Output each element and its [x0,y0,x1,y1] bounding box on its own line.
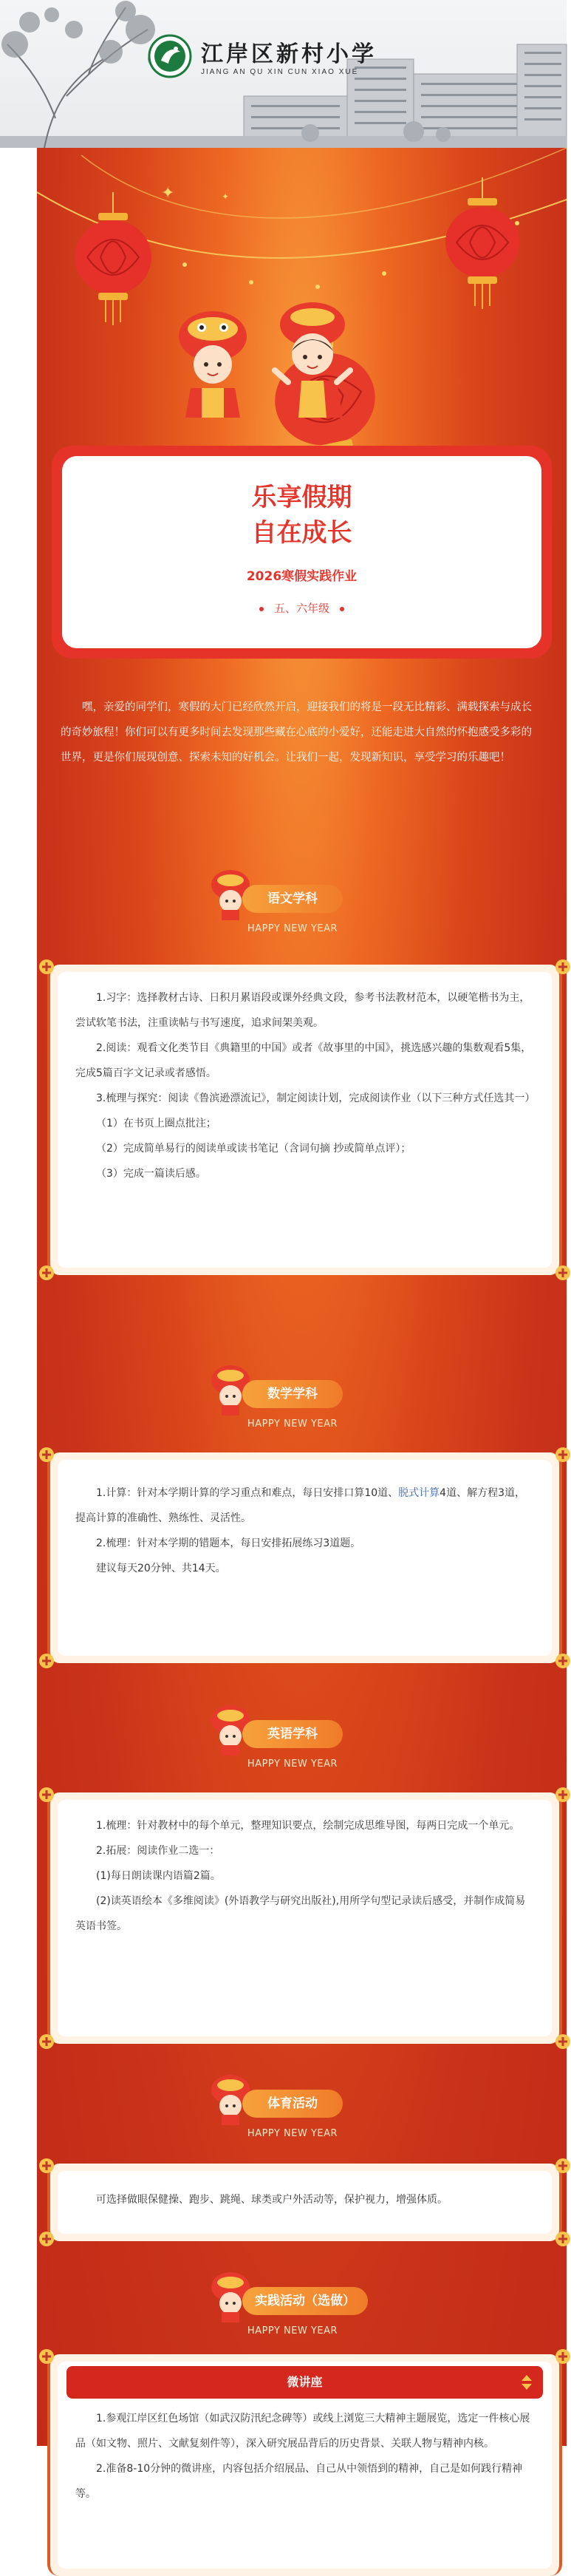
collapse-arrows-icon [521,2375,533,2390]
micro-lecture-title: 微讲座 [287,2375,323,2389]
plus-badge-icon [38,959,55,975]
hero-subtitle: 2026寒假实践作业 [246,569,358,584]
section-title-pill: 英语学科 [242,1720,343,1748]
happy-new-year-label: HAPPY NEW YEAR [247,2325,338,2337]
school-name-english: JIANG AN QU XIN CUN XIAO XUE [201,68,359,76]
section-title-pill: 体育活动 [242,2090,343,2118]
happy-new-year-label: HAPPY NEW YEAR [247,923,338,934]
plus-badge-icon [555,2033,571,2050]
math-content-card [47,1452,562,1663]
main-content [37,148,567,2500]
plus-badge-icon [555,1265,571,1281]
math-term-link[interactable]: 脱式计算 [398,1487,440,1499]
pe-item-1: 可选择做眼保健操、跑步、跳绳、球类或户外活动等，保护视力，增强体质。 [96,2194,448,2206]
card-inner [58,972,552,1268]
svg-text:✦: ✦ [222,191,230,202]
happy-new-year-label: HAPPY NEW YEAR [247,2128,338,2139]
happy-new-year-label: HAPPY NEW YEAR [247,1418,338,1430]
plus-badge-icon [555,1653,571,1669]
plus-badge-icon [38,1787,55,1803]
section-header-math [191,1364,412,1445]
english-option-1: (1)每日朗读课内语篇2篇。 [96,1870,221,1882]
pe-content-card [47,2164,562,2241]
intro-paragraph: 嘿，亲爱的同学们，寒假的大门已经欣然开启，迎接我们的将是一段无比精彩、满载探索与成长的奇妙旅程！你们可以有更多时间去发现那些藏在心底的小爱好，还能走进大自然的怀抱感受多彩的世界，更是你们展现创意、探索未知的好机会。让我们一起，发现新知识，享受学习的乐趣吧！ [61,701,532,764]
red-lantern-icon [442,177,523,310]
practice-item-1: 1.参观江岸区红色场馆（如武汉防汛纪念碑等）或线上浏览三大精神主题展览，选定一件核心展品（如文物、照片、文献复刻件等），深入研究展品背后的历史背景、关联人物与精神内核。 [75,2413,530,2450]
svg-text:✦: ✦ [161,184,175,203]
english-option-2: (2)读英语绘本《多维阅读》(外语教学与研究出版社),用所学句型记录读后感受，并制作成简易英语书签。 [75,1895,526,1932]
practice-item-2: 2.准备8-10分钟的微讲座，内容包括介绍展品、自己从中领悟到的精神，自己是如何践行精神等。 [75,2463,523,2500]
hero-title-line2: 自在成长 [251,519,352,547]
plus-badge-icon [38,2348,55,2365]
chinese-content-card [47,965,562,1275]
plus-badge-icon [555,2231,571,2247]
card-inner [58,1460,552,1656]
hero-grade [62,600,541,616]
chinese-item-2: 2.阅读：观看文化类节目《典籍里的中国》或者《故事里的中国》，挑选感兴趣的集数观看5集，完成5篇百字文记录或者感悟。 [75,1042,532,1079]
card-inner [58,2171,552,2234]
math-item-1-text-cont: 4道、解方程3道，提高计算的准确性、熟练性、灵活性。 [75,1487,525,1524]
section-header-pe [191,2073,412,2155]
micro-lecture-bar [66,2366,543,2399]
red-lantern-icon [72,192,154,325]
school-name: 江岸区新村小学 [201,41,377,67]
happy-new-year-label: HAPPY NEW YEAR [247,1758,338,1770]
school-header [0,0,567,148]
plus-badge-icon [555,1787,571,1803]
practice-content-card [47,2354,562,2576]
hero-card-inner [62,456,541,648]
hero-title-card [52,446,552,659]
chinese-option-2: （2）完成简单易行的阅读单或读书笔记（含词句摘 抄或简单点评）； [96,1143,411,1155]
english-item-2: 2.拓展：阅读作业二选一： [96,1845,220,1857]
dot-icon [259,607,264,611]
lion-dance-kid-illustration [172,307,253,425]
section-header-english [191,1704,412,1785]
plus-badge-icon [555,1447,571,1463]
chinese-option-1: （1）在书页上圈点批注； [96,1118,216,1129]
plus-badge-icon [38,2158,55,2174]
plus-badge-icon [38,1447,55,1463]
plus-badge-icon [38,1653,55,1669]
plus-badge-icon [38,2033,55,2050]
math-item-3: 建议每天20分钟、共14天。 [96,1563,226,1574]
math-item-1-text: 1.计算：针对本学期计算的学习重点和难点，每日安排口算10道、 [96,1487,399,1499]
school-logo [148,34,192,78]
plus-badge-icon [38,1265,55,1281]
section-header-practice [191,2271,412,2352]
english-content-card [47,1792,562,2044]
section-title-pill: 数学学科 [242,1380,343,1408]
girl-kid-illustration [272,299,353,425]
chinese-item-1: 1.习字：选择教材古诗、日积月累语段或课外经典文段，参考书法教材范本，以硬笔楷书为主，尝试软笔书法，注重读帖与书写速度，追求间架美观。 [75,992,530,1029]
card-inner [58,2362,552,2569]
section-title-pill: 实践活动（选做） [242,2287,368,2315]
plus-badge-icon [38,2231,55,2247]
english-item-1: 1.梳理：针对教材中的每个单元，整理知识要点，绘制完成思维导图，每两日完成一个单元。 [96,1820,520,1832]
plus-badge-icon [555,2348,571,2365]
card-inner [58,1800,552,2036]
math-item-1 [75,1481,534,1531]
plus-badge-icon [555,2158,571,2174]
chinese-option-3: （3）完成一篇读后感。 [96,1168,206,1180]
dot-icon [340,607,344,611]
plus-badge-icon [555,959,571,975]
chinese-item-3: 3.梳理与探究：阅读《鲁滨逊漂流记》，制定阅读计划，完成阅读作业（以下三种方式任选其一） [96,1092,536,1104]
hero-title-line1: 乐享假期 [251,483,352,512]
section-title-pill: 语文学科 [242,885,343,913]
grade-label: 五、六年级 [273,602,329,615]
math-item-2: 2.梳理：针对本学期的错题本，每日安排拓展练习3道题。 [96,1537,361,1549]
section-header-chinese [191,869,412,950]
